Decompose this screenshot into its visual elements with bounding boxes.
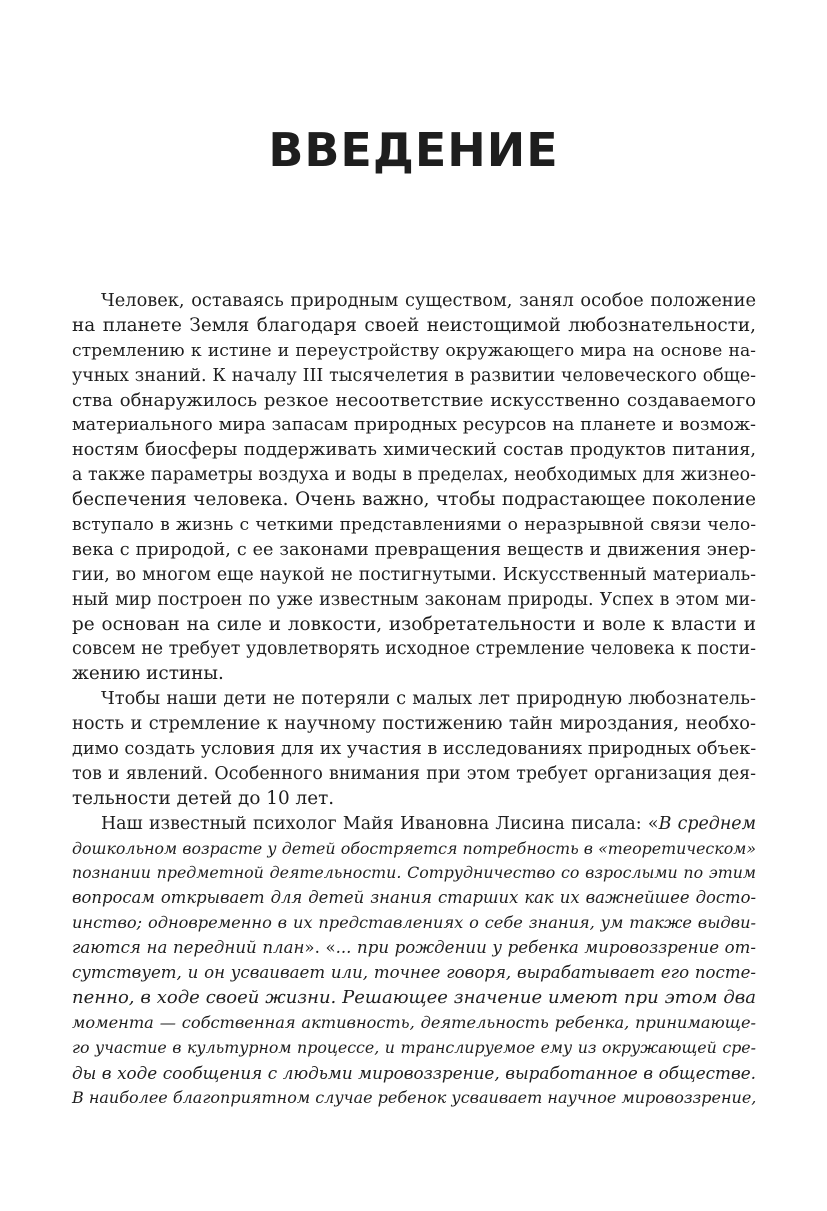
paragraph-1-line: учных знаний. К началу III тысячелетия в развитии человеческого обще- (72, 365, 756, 386)
paragraph-1-line: века с природой, с ее законами превращения веществ и движения энер- (72, 539, 756, 560)
paragraph-1-line: ностям биосферы поддерживать химический состав продуктов питания, (72, 440, 756, 461)
paragraph-3-line: пенно, в ходе своей жизни. Решающее значение имеют при этом два (72, 986, 756, 1008)
paragraph-3-line: момента — собственная активность, деятельность ребенка, принимающе- (72, 1012, 756, 1032)
paragraph-3-line: ды в ходе сообщения с людьми мировоззрение, выработанное в обществе. (72, 1062, 756, 1083)
paragraph-2-line: тов и явлений. Особенного внимания при этом требует организация дея- (72, 763, 756, 784)
paragraph-3-line (72, 936, 756, 961)
paragraph-1-line: гии, во многом еще наукой не постигнутыми. Искусственный материаль- (72, 564, 756, 585)
paragraph-1-line: вступало в жизнь с четкими представлениями о неразрывной связи чело- (72, 515, 756, 536)
paragraph-1-line: стремлению к истине и переустройству окружающего мира на основе на- (72, 340, 756, 361)
paragraph-3-line: познании предметной деятельности. Сотрудничество со взрослыми по этим (72, 863, 756, 883)
quote-start-text: В среднем (658, 813, 756, 834)
paragraph-1-line: ства обнаружилось резкое несоответствие искусственно создаваемого (72, 389, 756, 411)
paragraph-2-line: ность и стремление к научному постижению тайн мироздания, необхо- (72, 713, 756, 735)
paragraph-1-line: жению истины. (72, 663, 224, 685)
paragraph-3-line (72, 812, 756, 837)
paragraph-1-line: материального мира запасам природных ресурсов на планете и возмож- (72, 415, 756, 436)
body-text (72, 289, 756, 1110)
paragraph-1-line: на планете Земля благодаря своей неистощимой любознательности, (72, 314, 756, 336)
quote-separator-text: ». « (304, 938, 336, 958)
paragraph-1-line: ре основан на силе и ловкости, изобретательности и воле к власти и (72, 613, 756, 635)
paragraph-2-line: димо создать условия для их участия в исследованиях природных объек- (72, 739, 757, 760)
paragraph-2-line: тельности детей до 10 лет. (72, 787, 335, 809)
paragraph-3-line: сутствует, и он усваивает или, точнее говоря, вырабатывает его посте- (72, 963, 756, 983)
paragraph-3-line: го участие в культурном процессе, и транслируемое ему из окружающей сре- (72, 1037, 756, 1057)
page-title: ВВЕДЕНИЕ (268, 123, 559, 177)
paragraph-3-line: В наиболее благоприятном случае ребенок усваивает научное мировоззрение, (72, 1087, 757, 1107)
quote-intro-text: Наш известный психолог Майя Ивановна Лисина писала: « (101, 813, 659, 834)
paragraph-3-line: вопросам открывает для детей знания старших как их важнейшее досто- (72, 888, 756, 908)
paragraph-1-line: а также параметры воздуха и воды в пределах, необходимых для жизнео- (72, 465, 756, 486)
paragraph-1-line: ный мир построен по уже известным законам природы. Успех в этом ми- (72, 589, 756, 610)
paragraph-1-line: совсем не требует удовлетворять исходное стремление человека к пости- (72, 639, 756, 660)
paragraph-1-line: беспечения человека. Очень важно, чтобы подрастающее поколение (72, 489, 756, 511)
paragraph-1-line: Человек, оставаясь природным существом, занял особое положение (101, 290, 756, 311)
paragraph-3-line: дошкольном возрасте у детей обостряется потребность в «теоретическом» (72, 838, 756, 858)
second-quote-start-text: ... при рождении у ребенка мировоззрение от- (335, 938, 757, 958)
paragraph-2-line: Чтобы наши дети не потеряли с малых лет природную любознатель- (101, 688, 756, 710)
paragraph-3-line: инство; одновременно в их представлениях о себе знания, ум также выдви- (72, 913, 756, 933)
quote-end-text: гаются на передний план (72, 938, 305, 958)
